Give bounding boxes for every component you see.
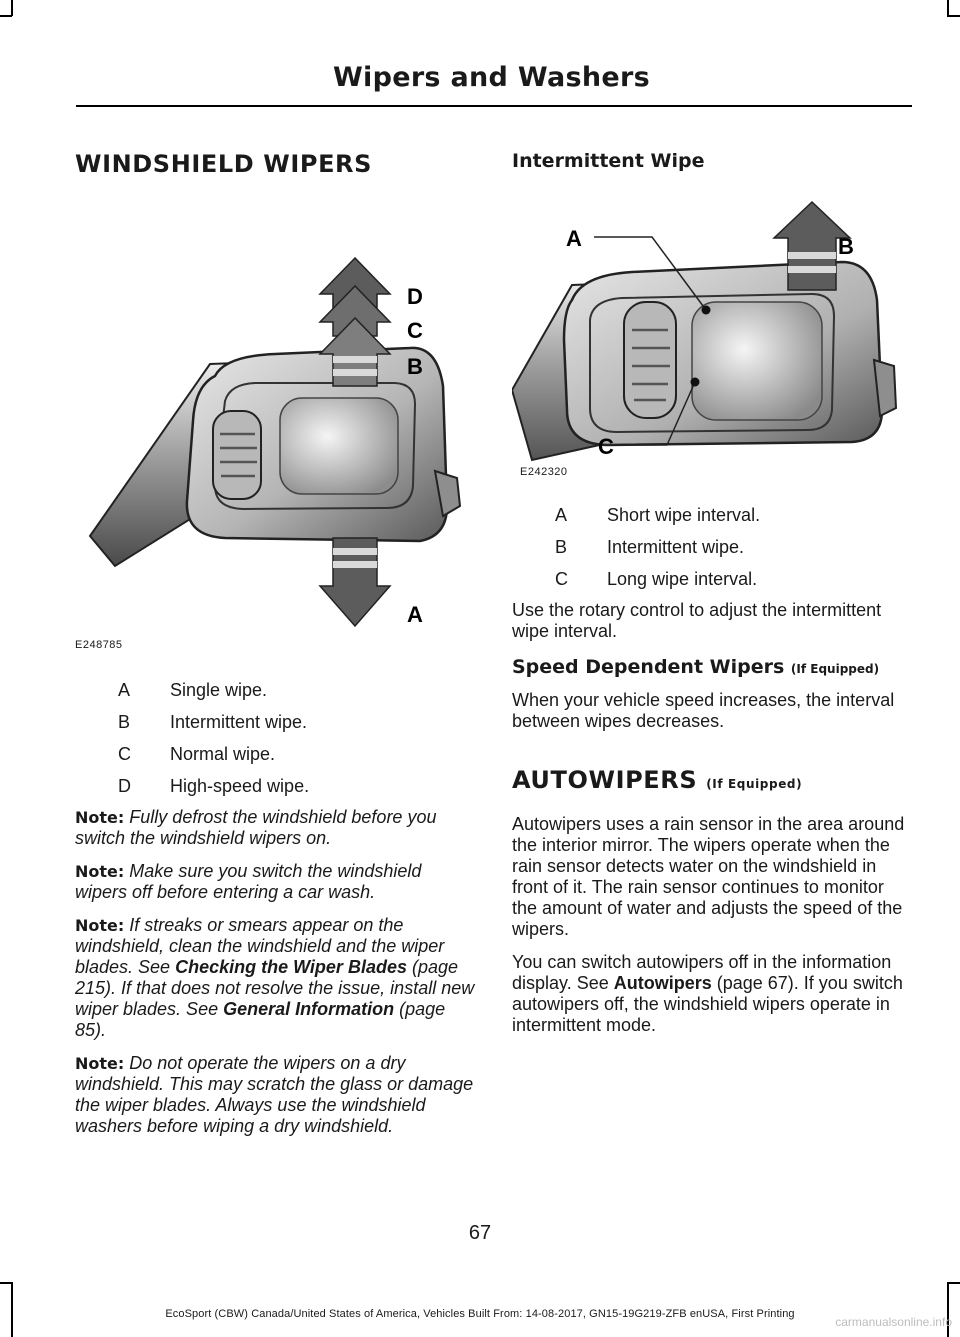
list-item: A Short wipe interval.	[555, 505, 761, 525]
figure-code: E248785	[75, 639, 123, 651]
callout-list	[512, 504, 912, 590]
watermark: carmanualsonline.info	[835, 1315, 952, 1329]
subsection-title-intermittent-wipe: Intermittent Wipe	[512, 150, 705, 172]
figure-code: E242320	[520, 466, 568, 478]
figure-callout-label: D	[407, 284, 423, 309]
note-dry-windshield: Note: Do not operate the wipers on a dry windshield. This may scratch the glass or damage the wiper blades. Always use the windshield washers before wiping a dry windshield.	[75, 1053, 474, 1136]
left-column	[75, 140, 475, 1149]
page-number: 67	[468, 1222, 492, 1244]
figure-callout-label: C	[407, 318, 423, 343]
section-title-windshield-wipers: WINDSHIELD WIPERS	[75, 150, 373, 178]
autowipers-switch-off-paragraph: You can switch autowipers off in the information display. See Autowipers (page 67). If you switch autowipers off, the windshield wipers operate in intermittent mode.	[512, 952, 903, 1035]
crop-mark	[0, 15, 12, 17]
section-title-autowipers: AUTOWIPERS (If Equipped)	[512, 766, 803, 794]
right-column	[512, 140, 912, 1048]
list-item: A Single wipe.	[118, 680, 268, 700]
note-defrost: Note: Fully defrost the windshield before you switch the windshield wipers on.	[75, 807, 437, 848]
list-item: B Intermittent wipe.	[118, 712, 308, 732]
list-item: C Normal wipe.	[118, 744, 276, 764]
crop-mark	[0, 1282, 12, 1284]
note-car-wash: Note: Make sure you switch the windshield wipers off before entering a car wash.	[75, 861, 422, 902]
page-footer: EcoSport (CBW) Canada/United States of America, Vehicles Built From: 14-08-2017, GN15-19G219-ZFB enUSA, First Printing	[165, 1308, 795, 1320]
list-item: D High-speed wipe.	[118, 776, 310, 796]
intermittent-wipe-figure	[512, 190, 912, 478]
figure-callout-label: B	[407, 354, 423, 379]
figure-callout-label: A	[407, 602, 423, 627]
link-checking-wiper-blades[interactable]: Checking the Wiper Blades	[175, 957, 407, 977]
rotary-control-text: Use the rotary control to adjust the intermittent wipe interval.	[512, 600, 882, 641]
rotary-control-illustration	[512, 190, 912, 478]
note-streaks: Note: If streaks or smears appear on the windshield, clean the windshield and the wiper blades. See Checking the Wiper Blades (page 215). If that does not resolve the issue, install new wiper blades. See General Information (page 85).	[75, 915, 475, 1040]
subsection-title-speed-dependent-wipers: Speed Dependent Wipers (If Equipped)	[512, 656, 880, 678]
autowipers-paragraph: Autowipers uses a rain sensor in the area around the interior mirror. The wipers operate when the rain sensor detects water on the windshield in front of it. The rain sensor continues to monitor the amount of water and adjusts the speed of the wipers.	[512, 814, 905, 939]
crop-mark	[11, 0, 13, 16]
crop-mark	[947, 15, 960, 17]
page-header-title: Wipers and Washers	[332, 62, 650, 93]
wiper-stalk-figure	[75, 186, 475, 651]
link-general-information[interactable]: General Information	[223, 999, 395, 1019]
link-autowipers[interactable]: Autowipers	[613, 973, 712, 993]
list-item: C Long wipe interval.	[555, 569, 758, 589]
figure-callout-label: A	[566, 226, 582, 251]
list-item: B Intermittent wipe.	[555, 537, 745, 557]
callout-list	[75, 679, 475, 797]
figure-callout-label: B	[838, 234, 854, 259]
crop-mark	[947, 0, 949, 16]
header-rule	[76, 105, 912, 107]
figure-callout-label: C	[598, 434, 614, 459]
crop-mark	[947, 1282, 960, 1284]
speed-dependent-text: When your vehicle speed increases, the interval between wipes decreases.	[512, 690, 895, 731]
wiper-stalk-illustration	[75, 186, 475, 651]
